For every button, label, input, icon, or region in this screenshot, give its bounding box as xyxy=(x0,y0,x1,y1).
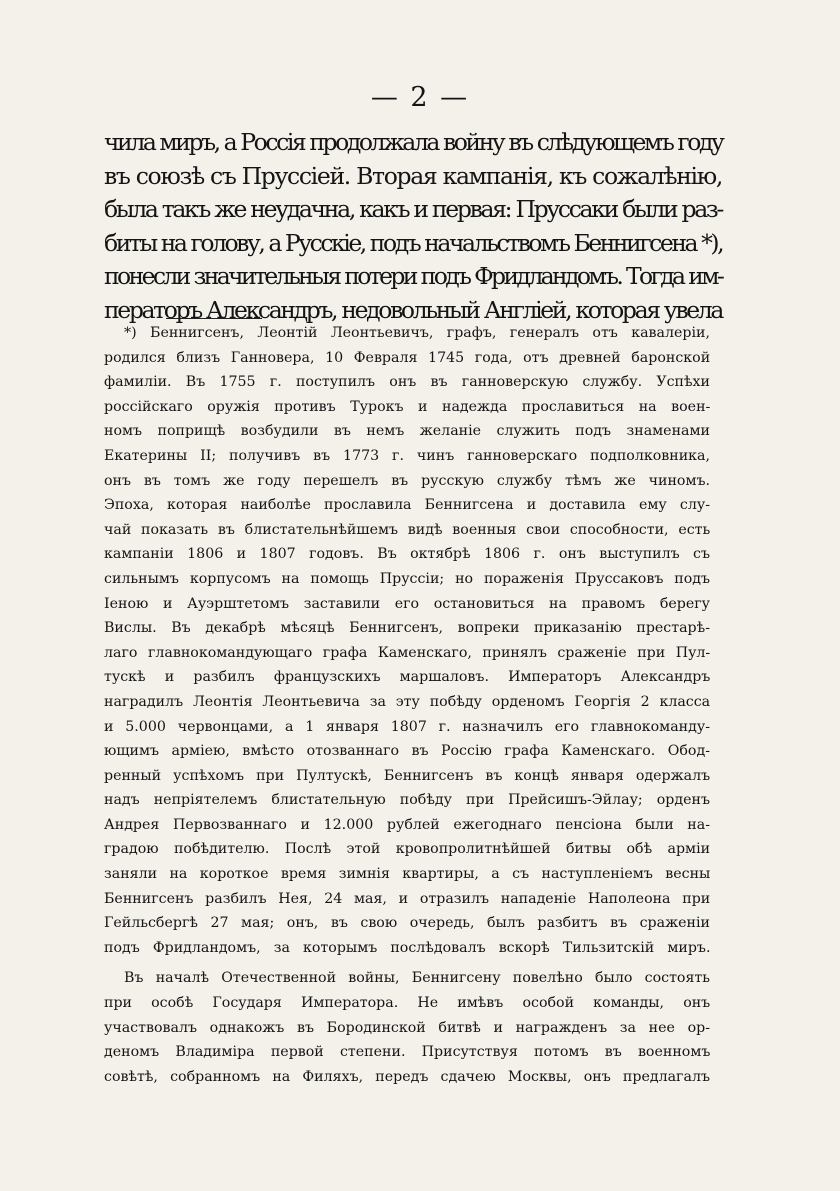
footnote-line: *) Беннигсенъ, Леонтій Леонтьевичъ, графъ, генералъ отъ кавалеріи, xyxy=(124,325,710,341)
footnote-line: совѣтѣ, собранномъ на Филяхъ, передъ сдачею Москвы, онъ предлагалъ xyxy=(104,1068,710,1085)
footnote-line: Въ началѣ Отечественной войны, Беннигсену повелѣно было состоять xyxy=(124,970,710,987)
footnote-line: россійскаго оружія противъ Турокъ и надежда прославиться на воен- xyxy=(104,398,711,415)
footnote-line: родился близъ Ганновера, 10 Февраля 1745 года, отъ древней баронской xyxy=(104,349,711,366)
main-text-line: въ союзѣ съ Пруссіей. Вторая кампанія, къ сожалѣнію, xyxy=(104,161,722,190)
footnote-line: кампаніи 1806 и 1807 годовъ. Въ октябрѣ 1806 г. онъ выступилъ съ xyxy=(104,546,711,563)
footnote-line: градою побѣдителю. Послѣ этой кровопролитнѣйшей битвы обѣ арміи xyxy=(104,841,711,858)
footnote-line: сильнымъ корпусомъ на помощь Пруссіи; но пораженія Пруссаковъ подъ xyxy=(104,570,711,587)
footnote-line: подъ Фридландомъ, за которымъ послѣдовалъ вскорѣ Тильзитскій миръ. xyxy=(104,939,711,956)
footnote-line: чай показать въ блистательнѣйшемъ видѣ военныя свои способности, есть xyxy=(104,521,711,538)
footnote-line: надъ непріятелемъ блистательную побѣду при Прейсишъ-Эйлау; орденъ xyxy=(104,792,710,809)
main-text xyxy=(104,126,722,327)
footnote-line: тускѣ и разбилъ французскихъ маршаловъ. Императоръ Александръ xyxy=(104,669,711,686)
footnote-line: лаго главнокомандующаго графа Каменскаго, принялъ сраженіе при Пул- xyxy=(104,644,711,661)
main-text-line: ператоръ Александръ, недовольный Англіей, которая увела xyxy=(104,295,722,324)
footnote-line: заняли на короткое время зимнія квартиры, а съ наступленіемъ весны xyxy=(104,866,711,883)
footnote-line: ренный успѣхомъ при Пултускѣ, Беннигсенъ въ концѣ января одержалъ xyxy=(104,767,711,784)
footnote-line: онъ въ томъ же году перешелъ въ русскую службу тѣмъ же чиномъ. xyxy=(104,472,711,489)
footnote-line: Екатерины II; получивъ въ 1773 г. чинъ ганноверскаго подполковника, xyxy=(104,447,710,464)
footnote-line: Андрея Первозваннаго и 12.000 рублей ежегоднаго пенсіона были на- xyxy=(104,816,710,833)
footnote xyxy=(104,321,710,1089)
main-text-line: понесли значительныя потери подъ Фридландомъ. Тогда им- xyxy=(104,262,723,290)
footnote-line: деномъ Владиміра первой степени. Присутствуя потомъ въ военномъ xyxy=(104,1044,711,1061)
footnote-line: участвовалъ однакожъ въ Бородинской битвѣ и награжденъ за нее ор- xyxy=(104,1019,710,1036)
main-text-line: биты на голову, а Русскіе, подъ начальствомъ Беннигсена *), xyxy=(104,228,723,257)
footnote-line: и 5.000 червонцами, а 1 января 1807 г. назначилъ его главнокоманду- xyxy=(104,718,710,735)
footnote-line: Вислы. Въ декабрѣ мѣсяцѣ Беннигсенъ, вопреки приказанію престарѣ- xyxy=(104,620,710,637)
footnote-line: номъ поприщѣ возбудили въ немъ желаніе служить подъ знаменами xyxy=(104,423,710,440)
footnote-line: Гейльсбергѣ 27 мая; онъ, въ свою очередь, былъ разбитъ въ сраженіи xyxy=(104,915,710,932)
main-text-line: чила миръ, а Россія продолжала войну въ слѣдующемъ году xyxy=(104,128,723,156)
footnote-line: Іеною и Ауэрштетомъ заставили его остановиться на правомъ берегу xyxy=(104,595,711,612)
footnote-line: ющимъ арміею, вмѣсто отозваннаго въ Россію графа Каменскаго. Обод- xyxy=(104,743,710,760)
footnote-line: наградилъ Леонтія Леонтьевича за эту побѣду орденомъ Георгія 2 класса xyxy=(104,693,711,710)
main-text-line: была такъ же неудачна, какъ и первая: Пруссаки были раз- xyxy=(104,195,722,223)
footnote-line: Эпоха, которая наиболѣе прославила Беннигсена и доставила ему слу- xyxy=(104,497,710,514)
footnote-line: фамиліи. Въ 1755 г. поступилъ онъ въ ганноверскую службу. Успѣхи xyxy=(104,374,710,391)
footnote-line: при особѣ Государя Императора. Не имѣвъ особой команды, онъ xyxy=(104,995,711,1012)
page-number: — 2 — xyxy=(370,82,470,113)
footnote-divider xyxy=(166,318,262,319)
footnote-line: Беннигсенъ разбилъ Нея, 24 мая, и отразилъ нападеніе Наполеона при xyxy=(104,890,711,907)
